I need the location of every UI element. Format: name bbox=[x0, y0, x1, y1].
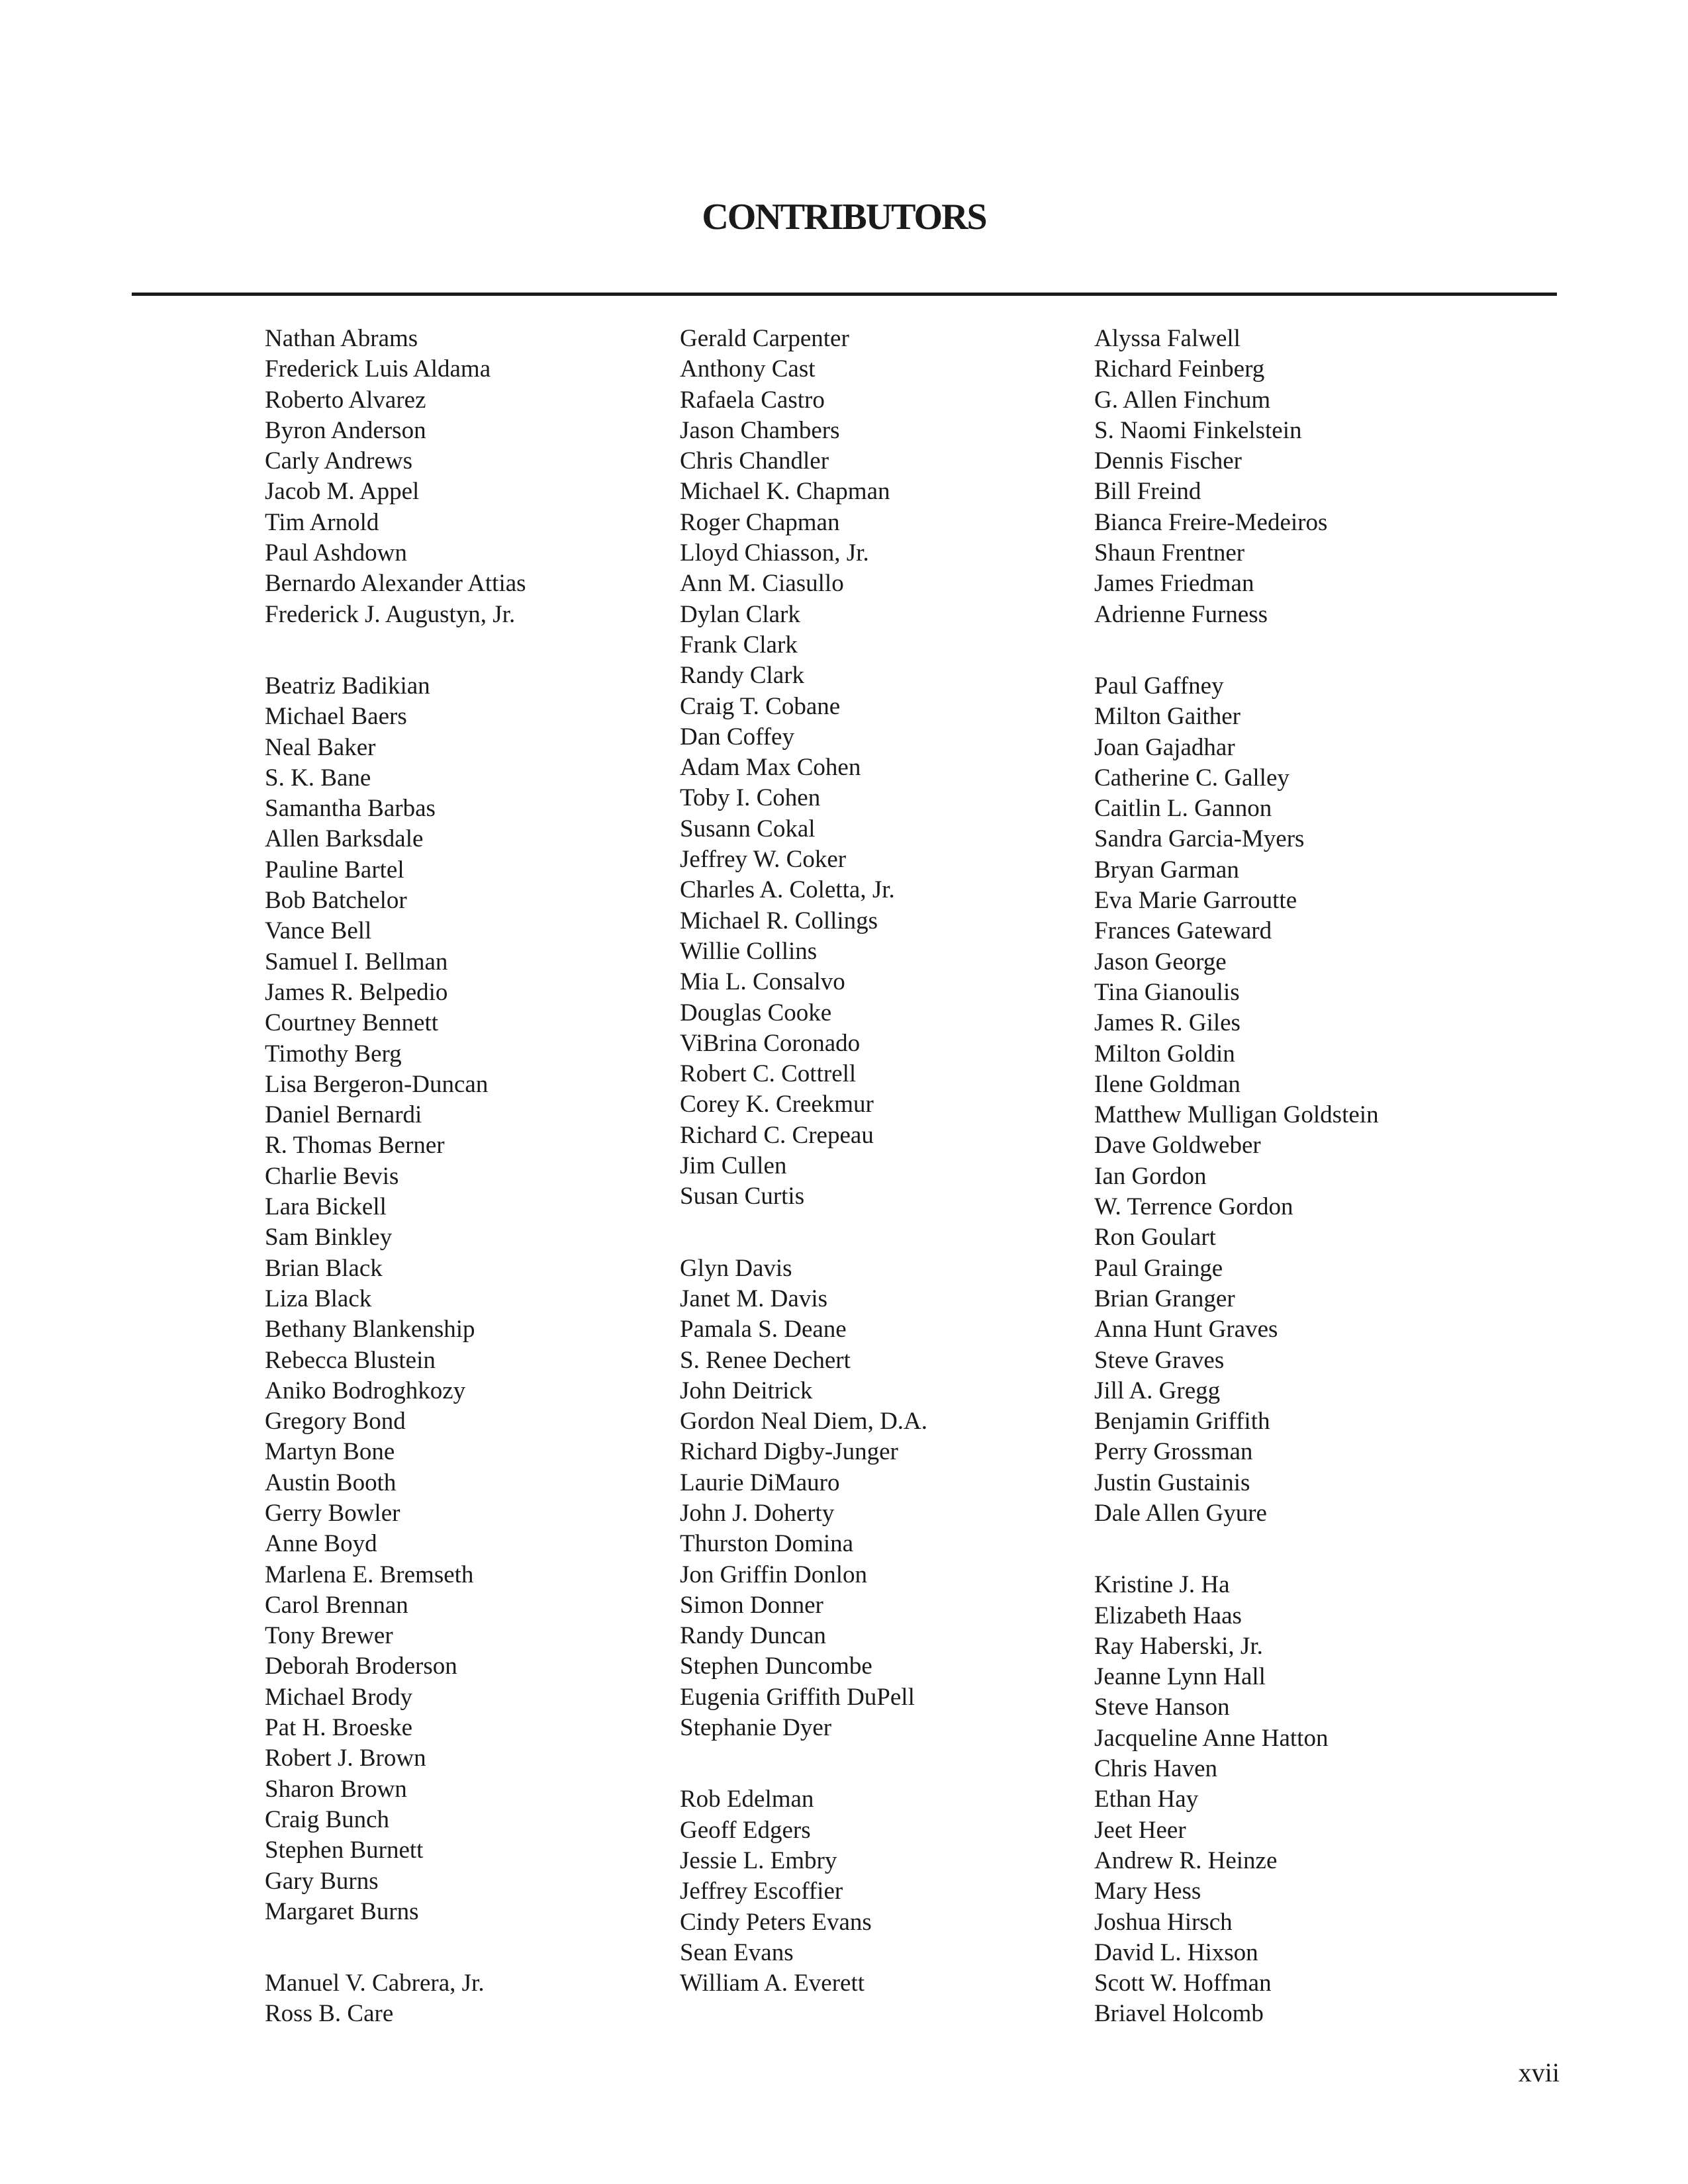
contributor-name: Adrienne Furness bbox=[1094, 600, 1268, 628]
contributor-name: Bill Freind bbox=[1094, 478, 1201, 506]
contributor-name: Paul Grainge bbox=[1094, 1254, 1223, 1282]
contributor-name: Eva Marie Garroutte bbox=[1094, 887, 1297, 915]
contributor-name: Pauline Bartel bbox=[265, 856, 404, 884]
contributor-name: Janet M. Davis bbox=[680, 1285, 827, 1312]
contributor-name: Alyssa Falwell bbox=[1094, 325, 1241, 352]
contributor-name: Sharon Brown bbox=[265, 1775, 407, 1803]
contributor-name: Rebecca Blustein bbox=[265, 1346, 436, 1374]
contributor-name: Ross B. Care bbox=[265, 2000, 394, 2028]
contributor-name: Joan Gajadhar bbox=[1094, 733, 1235, 761]
contributor-name: Willie Collins bbox=[680, 937, 818, 965]
contributor-name: Bryan Garman bbox=[1094, 856, 1239, 884]
contributor-name: Daniel Bernardi bbox=[265, 1101, 422, 1129]
contributor-name: James Friedman bbox=[1094, 570, 1254, 598]
contributor-name: Timothy Berg bbox=[265, 1040, 402, 1068]
contributor-name: Martyn Bone bbox=[265, 1438, 395, 1466]
name-group bbox=[680, 324, 1077, 1212]
contributor-name: Jon Griffin Donlon bbox=[680, 1561, 867, 1588]
contributor-name: Jeanne Lynn Hall bbox=[1094, 1663, 1266, 1691]
contributor-name: Randy Duncan bbox=[680, 1622, 826, 1650]
contributor-name: Sandra Garcia-Myers bbox=[1094, 825, 1305, 853]
contributor-name: R. Thomas Berner bbox=[265, 1132, 445, 1160]
contributor-name: Dylan Clark bbox=[680, 600, 800, 628]
contributor-name: Tony Brewer bbox=[265, 1622, 393, 1650]
title-divider bbox=[132, 293, 1557, 296]
contributor-name: Liza Black bbox=[265, 1285, 372, 1312]
contributor-name: Jeet Heer bbox=[1094, 1816, 1186, 1844]
contributor-name: Susann Cokal bbox=[680, 815, 816, 842]
name-group bbox=[265, 1968, 662, 2030]
contributor-name: Caitlin L. Gannon bbox=[1094, 795, 1272, 823]
contributor-name: James R. Belpedio bbox=[265, 978, 448, 1006]
contributor-name: Michael Brody bbox=[265, 1683, 412, 1711]
contributor-name: Craig Bunch bbox=[265, 1805, 390, 1833]
contributor-name: Jim Cullen bbox=[680, 1152, 787, 1180]
contributor-name: Ann M. Ciasullo bbox=[680, 570, 844, 598]
contributor-name: Sam Binkley bbox=[265, 1224, 393, 1251]
contributor-name: Stephanie Dyer bbox=[680, 1714, 832, 1742]
contributor-name: Roger Chapman bbox=[680, 508, 840, 536]
contributor-name: Courtney Bennett bbox=[265, 1009, 439, 1037]
contributor-name: Laurie DiMauro bbox=[680, 1469, 840, 1496]
contributor-name: Ray Haberski, Jr. bbox=[1094, 1632, 1263, 1660]
contributor-name: Catherine C. Galley bbox=[1094, 764, 1289, 792]
contributor-name: Marlena E. Bremseth bbox=[265, 1561, 474, 1588]
contributor-name: Chris Chandler bbox=[680, 447, 829, 475]
contributor-name: Frank Clark bbox=[680, 631, 798, 659]
contributor-name: Benjamin Griffith bbox=[1094, 1408, 1270, 1435]
contributor-name: Mary Hess bbox=[1094, 1878, 1201, 1905]
contributor-name: Anna Hunt Graves bbox=[1094, 1316, 1278, 1343]
contributor-name: Michael K. Chapman bbox=[680, 478, 890, 506]
contributor-name: Beatriz Badikian bbox=[265, 672, 430, 700]
contributor-name: Margaret Burns bbox=[265, 1897, 419, 1925]
contributor-name: Douglas Cooke bbox=[680, 999, 832, 1026]
contributor-name: Pat H. Broeske bbox=[265, 1714, 412, 1742]
name-group bbox=[1094, 1570, 1491, 2029]
contributor-name: S. Naomi Finkelstein bbox=[1094, 416, 1302, 444]
contributor-name: Joshua Hirsch bbox=[1094, 1908, 1233, 1936]
contributor-name: Stephen Burnett bbox=[265, 1837, 424, 1864]
contributor-name: James R. Giles bbox=[1094, 1009, 1241, 1037]
contributor-name: Brian Black bbox=[265, 1254, 383, 1282]
contributor-name: Bernardo Alexander Attias bbox=[265, 570, 526, 598]
name-group bbox=[265, 324, 662, 630]
contributor-name: Dan Coffey bbox=[680, 723, 794, 751]
contributor-name: Gregory Bond bbox=[265, 1408, 406, 1435]
contributor-name: Milton Gaither bbox=[1094, 703, 1241, 731]
contributor-name: David L. Hixson bbox=[1094, 1938, 1258, 1966]
contributor-name: Charles A. Coletta, Jr. bbox=[680, 876, 895, 904]
contributor-name: Eugenia Griffith DuPell bbox=[680, 1683, 915, 1711]
contributor-name: Ian Gordon bbox=[1094, 1162, 1207, 1190]
contributor-name: Jacqueline Anne Hatton bbox=[1094, 1724, 1329, 1752]
contributor-name: Thurston Domina bbox=[680, 1530, 854, 1558]
contributor-name: Ethan Hay bbox=[1094, 1786, 1199, 1813]
contributor-name: Richard Feinberg bbox=[1094, 355, 1265, 383]
contributor-name: William A. Everett bbox=[680, 1970, 865, 1997]
contributor-name: Frederick J. Augustyn, Jr. bbox=[265, 600, 516, 628]
contributor-name: Randy Clark bbox=[680, 662, 805, 690]
contributor-name: Dave Goldweber bbox=[1094, 1132, 1261, 1160]
contributor-name: Tina Gianoulis bbox=[1094, 978, 1240, 1006]
contributor-name: Geoff Edgers bbox=[680, 1816, 811, 1844]
contributor-name: Corey K. Creekmur bbox=[680, 1091, 874, 1118]
contributor-name: Milton Goldin bbox=[1094, 1040, 1235, 1068]
contributors-column-1 bbox=[265, 324, 662, 2071]
contributor-name: Frances Gateward bbox=[1094, 917, 1272, 945]
contributor-name: Rafaela Castro bbox=[680, 386, 825, 414]
contributor-name: Matthew Mulligan Goldstein bbox=[1094, 1101, 1379, 1129]
contributor-name: Robert J. Brown bbox=[265, 1745, 426, 1772]
contributor-name: Ilene Goldman bbox=[1094, 1070, 1241, 1098]
contributor-name: Aniko Bodroghkozy bbox=[265, 1377, 466, 1404]
contributor-name: Jeffrey W. Coker bbox=[680, 846, 847, 874]
contributor-name: Rob Edelman bbox=[680, 1786, 814, 1813]
contributor-name: Frederick Luis Aldama bbox=[265, 355, 491, 383]
contributor-name: Carol Brennan bbox=[265, 1591, 408, 1619]
name-group bbox=[1094, 324, 1491, 630]
contributor-name: Lisa Bergeron-Duncan bbox=[265, 1070, 489, 1098]
contributor-name: Craig T. Cobane bbox=[680, 692, 841, 720]
contributor-name: Gerry Bowler bbox=[265, 1499, 400, 1527]
contributor-name: Kristine J. Ha bbox=[1094, 1571, 1230, 1599]
contributor-name: Shaun Frentner bbox=[1094, 539, 1245, 567]
contributor-name: Jill A. Gregg bbox=[1094, 1377, 1221, 1404]
contributor-name: Scott W. Hoffman bbox=[1094, 1970, 1272, 1997]
contributor-name: Tim Arnold bbox=[265, 508, 379, 536]
name-group bbox=[1094, 671, 1491, 1529]
contributor-name: Stephen Duncombe bbox=[680, 1653, 872, 1680]
contributor-name: Justin Gustainis bbox=[1094, 1469, 1250, 1496]
contributor-name: John Deitrick bbox=[680, 1377, 813, 1404]
contributor-name: Cindy Peters Evans bbox=[680, 1908, 872, 1936]
contributor-name: Michael R. Collings bbox=[680, 907, 878, 934]
contributor-name: Steve Graves bbox=[1094, 1346, 1225, 1374]
contributors-column-3 bbox=[1094, 324, 1491, 2071]
contributor-name: Manuel V. Cabrera, Jr. bbox=[265, 1970, 485, 1997]
contributor-name: W. Terrence Gordon bbox=[1094, 1193, 1293, 1221]
contributor-name: Anthony Cast bbox=[680, 355, 816, 383]
contributor-name: Simon Donner bbox=[680, 1591, 823, 1619]
contributor-name: Dale Allen Gyure bbox=[1094, 1499, 1267, 1527]
contributor-name: Ron Goulart bbox=[1094, 1224, 1216, 1251]
contributor-name: Pamala S. Deane bbox=[680, 1316, 847, 1343]
contributor-name: Richard C. Crepeau bbox=[680, 1121, 874, 1149]
contributor-name: Jason Chambers bbox=[680, 416, 840, 444]
name-group bbox=[680, 1253, 1077, 1744]
contributor-name: Paul Gaffney bbox=[1094, 672, 1224, 700]
contributor-name: Jason George bbox=[1094, 948, 1227, 976]
contributor-name: Austin Booth bbox=[265, 1469, 397, 1496]
contributor-name: Sean Evans bbox=[680, 1938, 794, 1966]
contributor-name: Lara Bickell bbox=[265, 1193, 387, 1221]
contributor-name: Carly Andrews bbox=[265, 447, 412, 475]
contributor-name: Jessie L. Embry bbox=[680, 1846, 837, 1874]
name-group bbox=[265, 671, 662, 1927]
contributor-name: Gary Burns bbox=[265, 1867, 379, 1895]
contributors-column-2 bbox=[680, 324, 1077, 2040]
contributor-name: S. K. Bane bbox=[265, 764, 371, 792]
contributor-name: Vance Bell bbox=[265, 917, 372, 945]
contributor-name: Roberto Alvarez bbox=[265, 386, 426, 414]
contributor-name: Robert C. Cottrell bbox=[680, 1060, 857, 1088]
contributor-name: Elizabeth Haas bbox=[1094, 1602, 1242, 1629]
contributor-name: Glyn Davis bbox=[680, 1254, 792, 1282]
page-title: CONTRIBUTORS bbox=[702, 197, 986, 238]
contributor-name: S. Renee Dechert bbox=[680, 1346, 851, 1374]
contributor-name: Lloyd Chiasson, Jr. bbox=[680, 539, 869, 567]
contributor-name: Steve Hanson bbox=[1094, 1694, 1230, 1721]
contributor-name: Neal Baker bbox=[265, 733, 376, 761]
contributor-name: Bob Batchelor bbox=[265, 887, 407, 915]
contributor-name: Richard Digby-Junger bbox=[680, 1438, 898, 1466]
name-group bbox=[680, 1784, 1077, 1999]
contributor-name: Byron Anderson bbox=[265, 416, 426, 444]
contributor-name: ViBrina Coronado bbox=[680, 1029, 861, 1057]
contributor-name: Gerald Carpenter bbox=[680, 325, 849, 352]
contributor-name: Bianca Freire-Medeiros bbox=[1094, 508, 1328, 536]
contributor-name: Deborah Broderson bbox=[265, 1653, 457, 1680]
contributor-name: Paul Ashdown bbox=[265, 539, 407, 567]
contributor-name: Adam Max Cohen bbox=[680, 754, 861, 782]
contributor-name: Mia L. Consalvo bbox=[680, 968, 845, 996]
contributor-name: G. Allen Finchum bbox=[1094, 386, 1271, 414]
contributor-name: Susan Curtis bbox=[680, 1183, 805, 1210]
contributor-name: Toby I. Cohen bbox=[680, 784, 821, 812]
contributor-name: Chris Haven bbox=[1094, 1755, 1217, 1783]
contributor-name: Bethany Blankenship bbox=[265, 1316, 475, 1343]
contributor-name: Andrew R. Heinze bbox=[1094, 1846, 1278, 1874]
contributor-name: Perry Grossman bbox=[1094, 1438, 1253, 1466]
contributor-name: Nathan Abrams bbox=[265, 325, 418, 352]
contributor-name: Gordon Neal Diem, D.A. bbox=[680, 1408, 928, 1435]
contributor-name: Anne Boyd bbox=[265, 1530, 377, 1558]
contributor-name: Jeffrey Escoffier bbox=[680, 1878, 843, 1905]
contributor-name: Samantha Barbas bbox=[265, 795, 436, 823]
contributor-name: Michael Baers bbox=[265, 703, 407, 731]
contributor-name: Briavel Holcomb bbox=[1094, 2000, 1264, 2028]
contributor-name: John J. Doherty bbox=[680, 1499, 835, 1527]
contributor-name: Allen Barksdale bbox=[265, 825, 424, 853]
contributor-name: Samuel I. Bellman bbox=[265, 948, 448, 976]
contributor-name: Jacob M. Appel bbox=[265, 478, 420, 506]
contributor-name: Charlie Bevis bbox=[265, 1162, 399, 1190]
contributor-name: Brian Granger bbox=[1094, 1285, 1235, 1312]
page-number: xvii bbox=[1518, 2058, 1560, 2087]
contributor-name: Dennis Fischer bbox=[1094, 447, 1242, 475]
